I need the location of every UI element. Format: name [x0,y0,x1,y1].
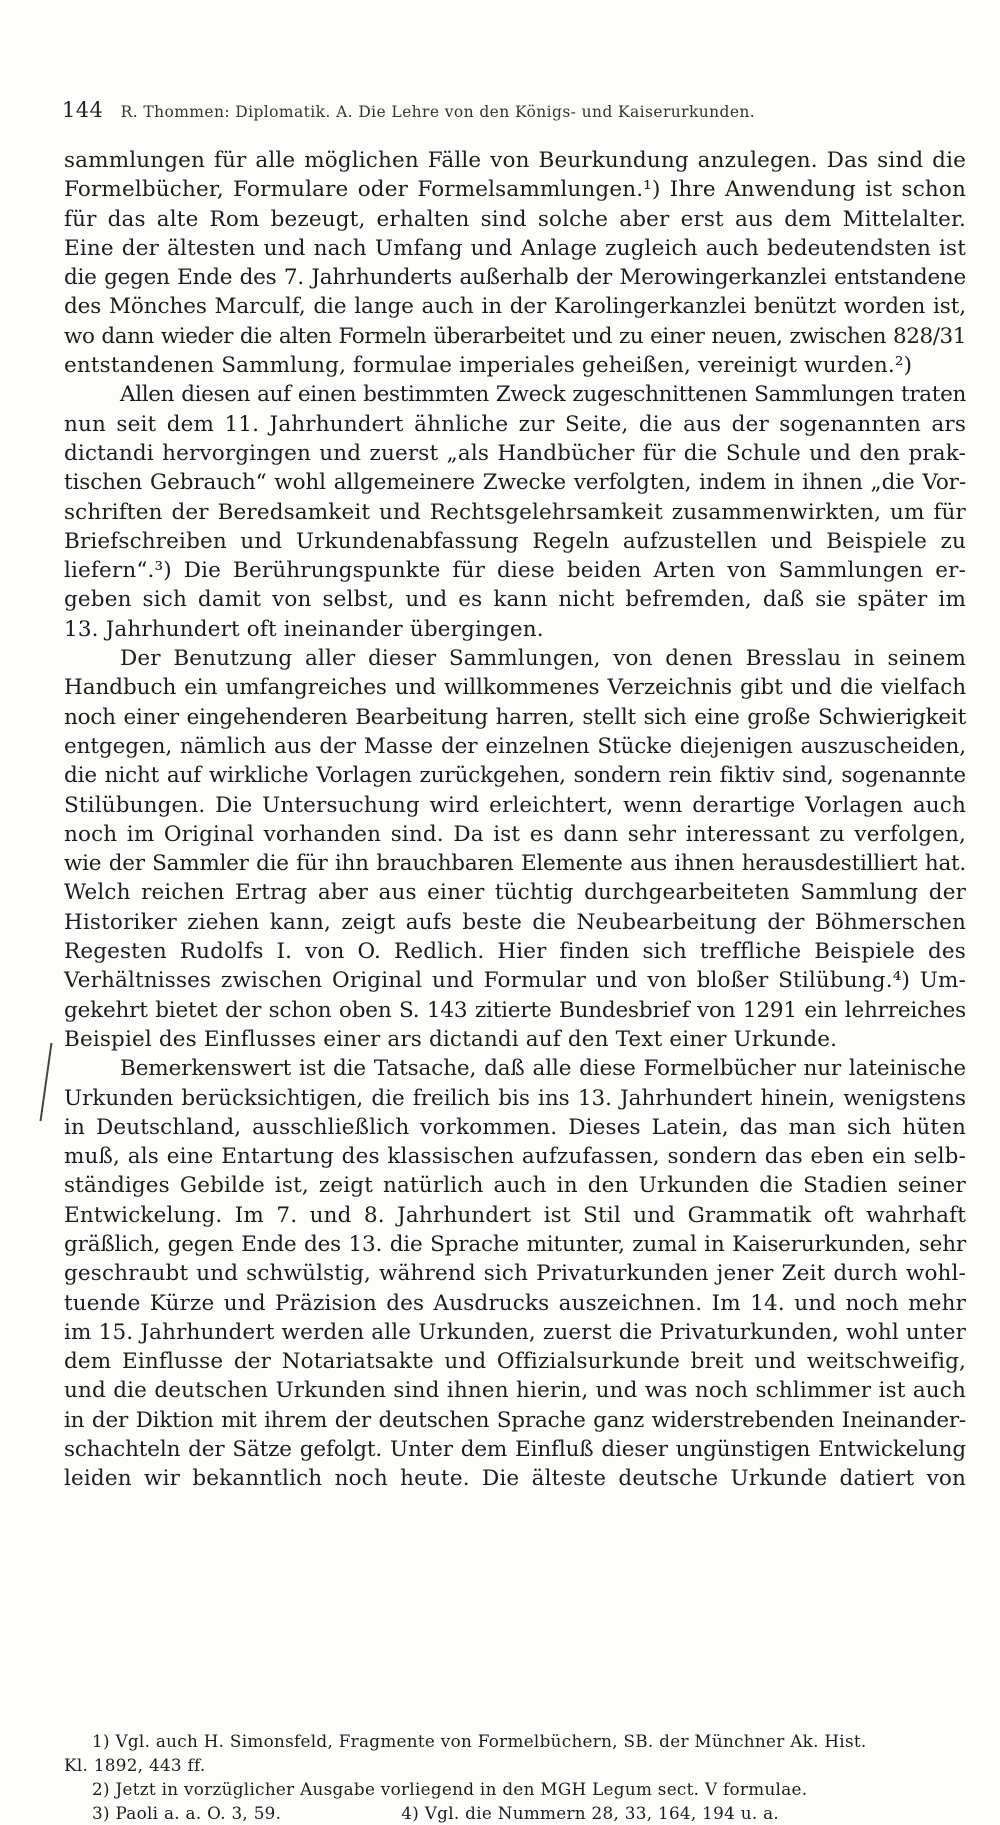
paragraph-4 [64,1054,966,1493]
footnote-2: 2) Jetzt in vorzüglicher Ausgabe vorliegend in den MGH Legum sect. V formulae. [92,1779,808,1799]
text-line: dem Einflusse der Notariatsakte und Offizialsurkunde breit und weitschweifig, [64,1349,966,1375]
text-line: in Deutschland, ausschließlich vorkommen. Dieses Latein, das man sich hüten [64,1114,966,1140]
text-line: tischen Gebrauch“ wohl allgemeinere Zwecke verfolgten, indem in ihnen „die Vor- [64,470,966,496]
paragraph-2 [64,380,966,644]
footnote-1: 1) Vgl. auch H. Simonsfeld, Fragmente von Formelbüchern, SB. der Münchner Ak. Hist. [92,1731,867,1751]
text-line: dictandi hervorgingen und zuerst „als Handbücher für die Schule und den prak- [64,440,966,466]
text-line: Allen diesen auf einen bestimmten Zweck zugeschnittenen Sammlungen traten [120,382,966,408]
text-line: wo dann wieder die alten Formeln überarbeitet und zu einer neuen, zwischen 828/31 [64,323,966,349]
footnote-1-continuation: Kl. 1892, 443 ff. [64,1755,206,1775]
running-header [62,98,942,122]
text-line: entgegen, nämlich aus der Masse der einzelnen Stücke diejenigen auszuscheiden, [64,733,966,759]
text-line: wie der Sammler die für ihn brauchbaren Elemente aus ihnen herausdestilliert hat. [64,851,966,877]
text-line: Der Benutzung aller dieser Sammlungen, von denen Bresslau in seinem [120,646,966,672]
running-title: R. Thommen: Diplomatik. A. Die Lehre von den Königs- und Kaiserurkunden. [120,103,756,121]
text-line: geschraubt und schwülstig, während sich Privaturkunden jener Zeit durch wohl- [64,1261,966,1287]
text-line: gekehrt bietet der schon oben S. 143 zitierte Bundesbrief von 1291 ein lehrreiches [64,997,966,1023]
text-line: des Mönches Marculf, die lange auch in der Karolingerkanzlei benützt worden ist, [64,294,966,320]
text-line: Regesten Rudolfs I. von O. Redlich. Hier finden sich treffliche Beispiele des [64,939,966,965]
text-line: leiden wir bekanntlich noch heute. Die älteste deutsche Urkunde datiert von [64,1466,966,1492]
text-line: noch im Original vorhanden sind. Da ist es dann sehr interessant zu verfolgen, [64,821,966,847]
text-line: Entwickelung. Im 7. und 8. Jahrhundert ist Stil und Grammatik oft wahrhaft [64,1202,966,1228]
text-line: ständiges Gebilde ist, zeigt natürlich auch in den Urkunden die Stadien seiner [64,1173,966,1199]
text-line: nun seit dem 11. Jahrhundert ähnliche zur Seite, die aus der sogenannten ars [64,411,966,437]
text-line: und die deutschen Urkunden sind ihnen hierin, und was noch schlimmer ist auch [64,1378,966,1404]
paragraph-3 [64,644,966,1054]
main-text [64,146,966,1494]
text-line: in der Diktion mit ihrem der deutschen Sprache ganz widerstrebenden Ineinander- [64,1407,966,1433]
text-line: liefern“.³) Die Berührungspunkte für diese beiden Arten von Sammlungen er- [64,558,966,584]
text-line: die nicht auf wirkliche Vorlagen zurückgehen, sondern rein fiktiv sind, sogenannte [64,763,966,789]
text-line: 13. Jahrhundert oft ineinander übergingen. [64,616,544,642]
text-line: Bemerkenswert ist die Tatsache, daß alle diese Formelbücher nur lateinische [120,1056,966,1082]
text-line: schachteln der Sätze gefolgt. Unter dem Einfluß dieser ungünstigen Entwickelung [64,1437,966,1463]
text-line: sammlungen für alle möglichen Fälle von Beurkundung anzulegen. Das sind die [64,148,966,173]
text-line: Historiker ziehen kann, zeigt aufs beste die Neubearbeitung der Böhmerschen [64,909,966,935]
text-line: tuende Kürze und Präzision des Ausdrucks auszeichnen. Im 14. und noch mehr [64,1290,966,1316]
text-line: Eine der ältesten und nach Umfang und Anlage zugleich auch bedeutendsten ist [64,235,966,261]
footnotes [64,1729,962,1825]
text-line: gräßlich, gegen Ende des 13. die Sprache mitunter, zumal in Kaiserurkunden, sehr [64,1231,966,1257]
text-line: die gegen Ende des 7. Jahrhunderts außerhalb der Merowingerkanzlei entstandene [64,265,966,291]
text-line: Verhältnisses zwischen Original und Formular und von bloßer Stilübung.⁴) Um- [64,968,966,994]
text-line: schriften der Beredsamkeit und Rechtsgelehrsamkeit zusammenwirkten, um für [64,499,966,525]
margin-mark [40,1043,61,1121]
text-line: für das alte Rom bezeugt, erhalten sind solche aber erst aus dem Mittelalter. [64,206,966,232]
text-line: Handbuch ein umfangreiches und willkommenes Verzeichnis gibt und die vielfach [64,675,966,701]
text-line: entstandenen Sammlung, formulae imperiales geheißen, vereinigt wurden.²) [64,353,913,379]
footnote-3: 3) Paoli a. a. O. 3, 59. [92,1803,282,1823]
footnote-4: 4) Vgl. die Nummern 28, 33, 164, 194 u. a. [401,1803,780,1823]
footnote-row [92,1801,962,1825]
text-line: Formelbücher, Formulare oder Formelsammlungen.¹) Ihre Anwendung ist schon [64,177,966,203]
text-line: Welch reichen Ertrag aber aus einer tüchtig durchgearbeiteten Sammlung der [64,880,966,906]
text-line: muß, als eine Entartung des klassischen aufzufassen, sondern das eben ein selb- [64,1144,966,1170]
paragraph-1 [64,146,966,380]
page-number: 144 [62,98,104,122]
text-line: Briefschreiben und Urkundenabfassung Regeln aufzustellen und Beispiele zu [64,528,966,554]
text-line: Urkunden berücksichtigen, die freilich bis ins 13. Jahrhundert hinein, wenigstens [64,1085,966,1111]
text-line: im 15. Jahrhundert werden alle Urkunden, zuerst die Privaturkunden, wohl unter [64,1319,966,1345]
text-line: Stilübungen. Die Untersuchung wird erleichtert, wenn derartige Vorlagen auch [64,792,966,818]
text-line: Beispiel des Einflusses einer ars dictandi auf den Text einer Urkunde. [64,1026,838,1052]
text-line: noch einer eingehenderen Bearbeitung harren, stellt sich eine große Schwierigkeit [64,704,966,730]
text-line: geben sich damit von selbst, und es kann nicht befremden, daß sie später im [64,587,966,613]
